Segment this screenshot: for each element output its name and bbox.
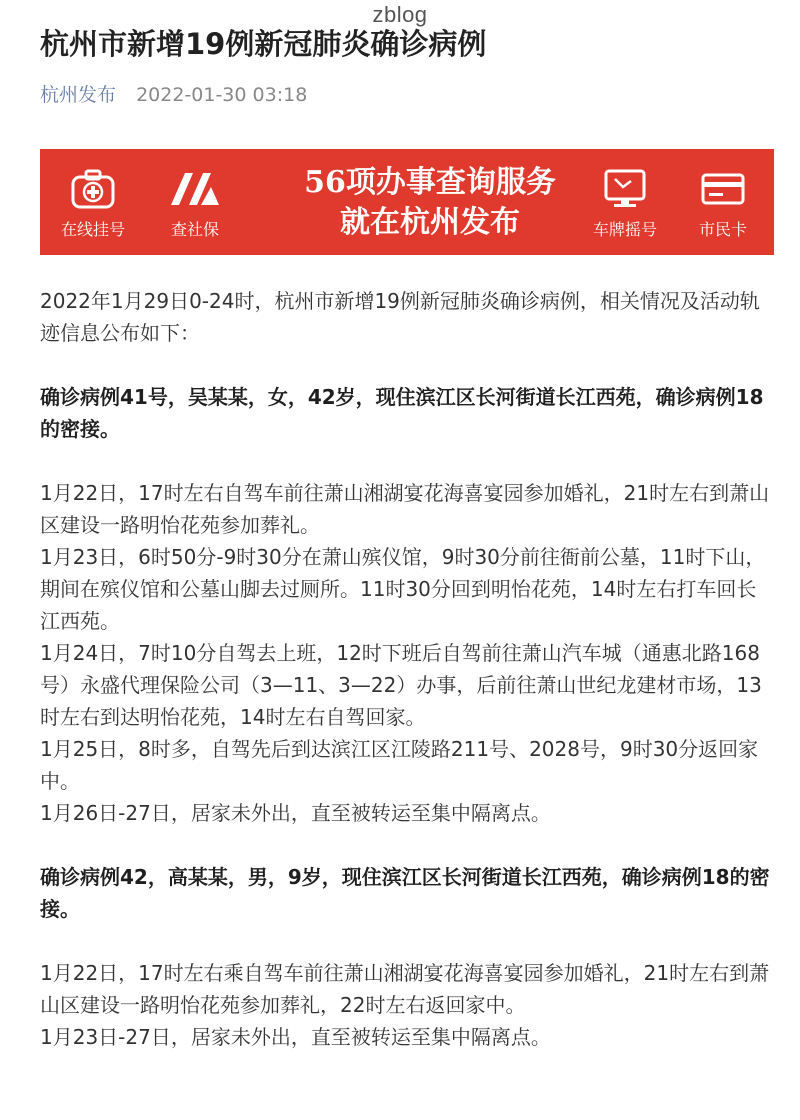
source-link[interactable]: 杭州发布 [40,84,117,106]
publish-datetime: 2022-01-30 03:18 [136,84,308,106]
article-meta [40,80,307,107]
case-42-entry: 1月22日，17时左右乘自驾车前往萧山湘湖宴花海喜宴园参加婚礼，21时左右到萧山区建设一路明怡花苑参加葬礼，22时左右返回家中。 [40,961,770,1017]
watermark: zblog [372,2,428,27]
case-41-entry: 1月25日，8时多，自驾先后到达滨江区江陵路211号、2028号，9时30分返回家中。 [40,737,759,793]
card-icon [699,167,747,211]
case-41-entry: 1月22日，17时左右自驾车前往萧山湘湖宴花海喜宴园参加婚礼，21时左右到萧山区建设一路明怡花苑参加葬礼。 [40,481,770,537]
banner-slogan [270,163,590,243]
banner-item-label: 市民卡 [698,220,747,239]
banner-item-social-security[interactable] [150,167,240,240]
monitor-icon [601,167,649,211]
case-41-heading: 确诊病例41号，吴某某，女，42岁，现住滨江区长河街道长江西苑，确诊病例18的密接。 [40,385,764,441]
article-title: 杭州市新增19例新冠肺炎确诊病例 [40,27,487,61]
slogan-line-2: 就在杭州发布 [340,205,520,240]
case-42-entry: 1月23日-27日，居家未外出，直至被转运至集中隔离点。 [40,1025,551,1049]
banner-item-label: 车牌摇号 [592,220,657,239]
banner-item-online-registration[interactable] [48,167,138,240]
article-body [40,285,775,1053]
medical-kit-icon [69,167,117,211]
banner-item-label: 查社保 [170,220,219,239]
slogan-line-1: 56项办事查询服务 [304,165,556,200]
case-41-entry: 1月24日，7时10分自驾去上班，12时下班后自驾前往萧山汽车城（通惠北路168号）永盛代理保险公司（3—11、3—22）办事，后前往萧山世纪龙建材市场，13时左右到达明怡花苑，14时左右自驾回家。 [40,641,762,729]
banner-item-label: 在线挂号 [60,220,125,239]
banner-item-citizen-card[interactable] [678,167,768,240]
banner-item-license-lottery[interactable] [580,167,670,240]
social-security-logo-icon [167,167,223,211]
service-banner[interactable] [40,149,774,255]
case-42-heading: 确诊病例42，高某某，男，9岁，现住滨江区长河街道长江西苑，确诊病例18的密接。 [40,865,770,921]
case-41-entry: 1月23日，6时50分-9时30分在萧山殡仪馆，9时30分前往衙前公墓，11时下山，期间在殡仪馆和公墓山脚去过厕所。11时30分回到明怡花苑，14时左右打车回长江西苑。 [40,545,766,633]
case-41-entry: 1月26日-27日，居家未外出，直至被转运至集中隔离点。 [40,801,551,825]
intro-paragraph: 2022年1月29日0-24时，杭州市新增19例新冠肺炎确诊病例，相关情况及活动轨迹信息公布如下： [40,289,760,345]
